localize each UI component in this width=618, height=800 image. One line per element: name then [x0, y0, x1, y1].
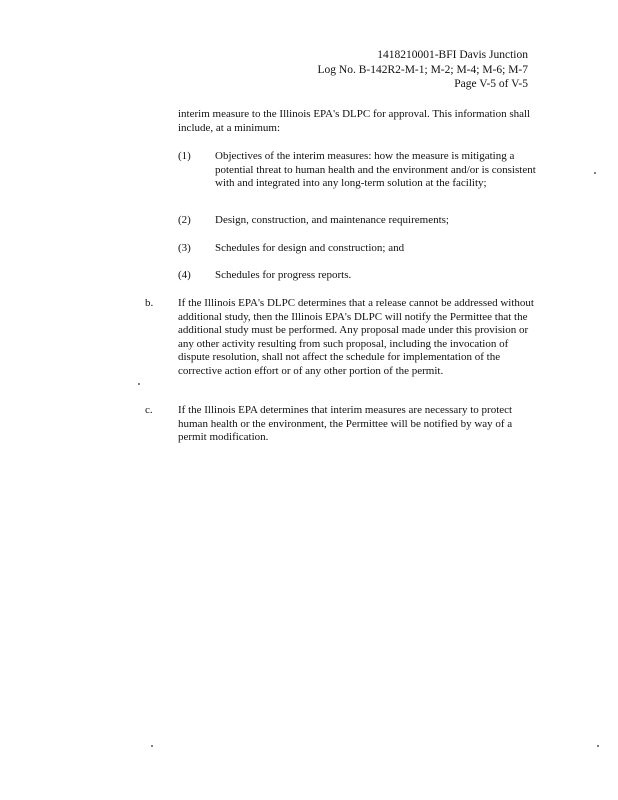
scan-speck: [138, 383, 140, 385]
subitem-text: Schedules for design and construction; and: [215, 242, 405, 254]
subitem-text: Design, construction, and maintenance requirements;: [215, 214, 449, 226]
subitem-3: [178, 242, 538, 256]
page-header: [317, 48, 528, 92]
item-text: If the Illinois EPA's DLPC determines that a release cannot be addressed without additional study, then the Illinois EPA's DLPC will notify the Permittee that the additional study must be performed. Any proposal made under this provision or any other activity resulting from such proposal, including the invocation of dispute resolution, shall not affect the schedule for implementation of the corrective action effort or of any other portion of the permit.: [178, 297, 534, 377]
subitem-1: [178, 150, 538, 191]
subitem-text: Schedules for progress reports.: [215, 269, 352, 281]
header-page-number: Page V-5 of V-5: [454, 78, 528, 90]
item-b: [145, 297, 538, 378]
item-letter: b.: [145, 297, 154, 309]
subitem-4: [178, 269, 538, 283]
subitem-text: Objectives of the interim measures: how the measure is mitigating a potential threat to human health and the environment and/or is consistent with and integrated into any long-term solution at the facility;: [215, 150, 536, 189]
item-text: If the Illinois EPA determines that interim measures are necessary to protect human health or the environment, the Permittee will be notified by way of a permit modification.: [178, 404, 513, 443]
subitem-number: (1): [178, 150, 191, 162]
scan-speck: [597, 745, 599, 747]
intro-paragraph: interim measure to the Illinois EPA's DLPC for approval. This information shall include, at a minimum:: [178, 108, 531, 134]
header-log-number: Log No. B-142R2-M-1; M-2; M-4; M-6; M-7: [317, 63, 528, 76]
subitem-number: (3): [178, 242, 191, 254]
subitem-number: (4): [178, 269, 191, 281]
scan-speck: [151, 745, 153, 747]
header-permit-id: 1418210001-BFI Davis Junction: [377, 49, 528, 61]
scan-speck: [594, 172, 596, 174]
subitem-number: (2): [178, 214, 191, 226]
subitem-2: [178, 214, 538, 228]
item-letter: c.: [145, 404, 153, 416]
item-c: [145, 404, 538, 445]
